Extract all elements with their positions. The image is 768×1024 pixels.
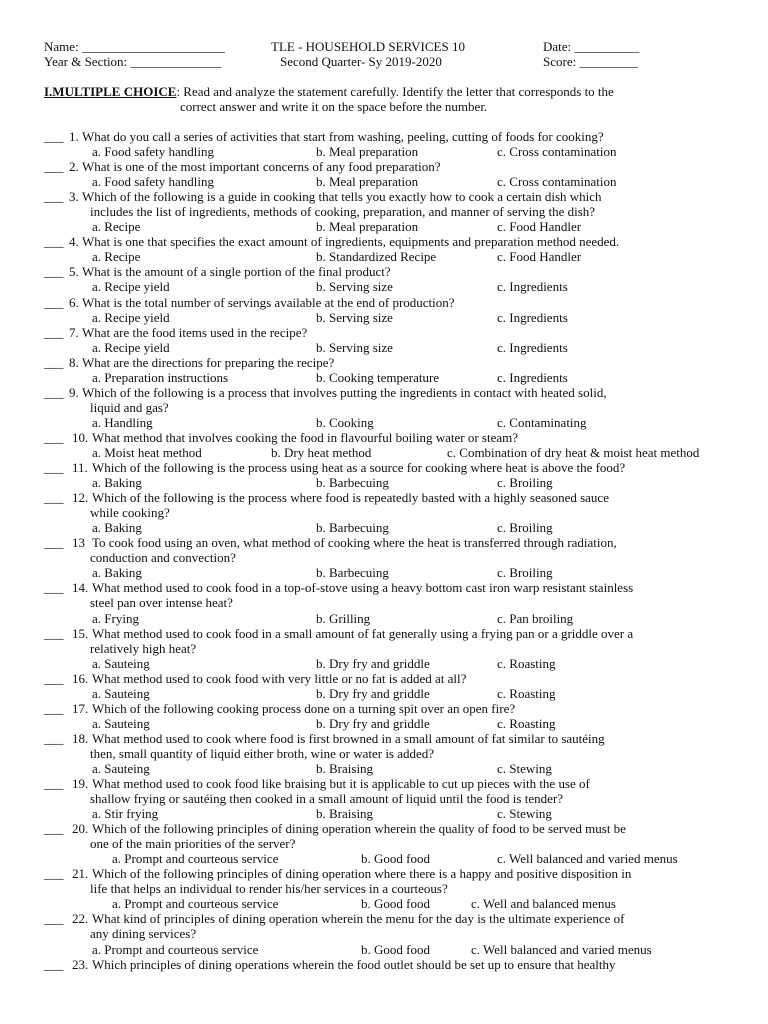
question-item xyxy=(0,535,768,580)
question-item xyxy=(0,490,768,535)
answer-blank: ___ xyxy=(44,700,64,716)
answer-option-b: b. Meal preparation xyxy=(316,219,419,235)
question-item xyxy=(0,911,768,956)
answer-option-a: a. Frying xyxy=(92,610,139,626)
question-item xyxy=(0,957,768,972)
answer-option-b: b. Dry fry and griddle xyxy=(316,655,430,671)
question-item xyxy=(0,430,768,460)
question-number: 9. xyxy=(69,384,79,400)
question-item xyxy=(0,295,768,325)
question-number: 8. xyxy=(69,354,79,370)
question-number: 5. xyxy=(69,264,79,280)
question-number: 1. xyxy=(69,129,79,144)
section-title: I.MULTIPLE CHOICE xyxy=(44,84,177,99)
question-number: 3. xyxy=(69,189,79,205)
answer-option-c: c. Roasting xyxy=(497,655,556,671)
question-number: 13 xyxy=(72,535,85,551)
question-text: What method used to cook food with very little or no fat is added at all? xyxy=(92,670,467,686)
question-text: What are the food items used in the recipe? xyxy=(82,324,308,340)
answer-option-a: a. Recipe yield xyxy=(92,309,170,325)
question-number: 7. xyxy=(69,324,79,340)
question-number: 22. xyxy=(72,911,89,927)
question-number: 18. xyxy=(72,730,89,746)
question-text: relatively high heat? xyxy=(90,640,197,656)
question-item xyxy=(0,460,768,490)
question-text: Which of the following principles of dining operation wherein the quality of food to be served must be xyxy=(92,821,626,837)
answer-option-c: c. Broiling xyxy=(497,475,553,491)
answer-blank: ___ xyxy=(44,294,64,310)
answer-option-c: c. Combination of dry heat & moist heat method xyxy=(447,444,700,460)
question-number: 10. xyxy=(72,429,89,445)
question-number: 21. xyxy=(72,866,89,882)
question-number: 14. xyxy=(72,580,89,596)
answer-option-c: c. Well balanced and varied menus xyxy=(471,941,652,957)
instructions-text-line2: correct answer and write it on the space before the number. xyxy=(180,99,488,114)
question-text: steel pan over intense heat? xyxy=(90,595,233,611)
question-text: What is the amount of a single portion of the final product? xyxy=(82,264,391,280)
answer-option-b: b. Good food xyxy=(361,941,430,957)
question-item xyxy=(0,355,768,385)
question-number: 19. xyxy=(72,776,89,792)
question-text: What do you call a series of activities that start from washing, peeling, cutting of foods for cooking? xyxy=(82,129,604,144)
answer-blank: ___ xyxy=(44,264,64,280)
question-text: What method used to cook food in a small amount of fat generally using a frying pan or a griddle over a xyxy=(92,625,634,641)
answer-option-c: c. Food Handler xyxy=(497,219,582,235)
name-field-label: Name: ______________________ xyxy=(44,39,225,54)
answer-option-a: a. Baking xyxy=(92,565,142,581)
answer-option-c: c. Broiling xyxy=(497,565,553,581)
answer-blank: ___ xyxy=(44,670,64,686)
answer-option-b: b. Dry fry and griddle xyxy=(316,685,430,701)
answer-option-a: a. Sauteing xyxy=(92,685,150,701)
answer-option-b: b. Serving size xyxy=(316,279,393,295)
answer-option-a: a. Baking xyxy=(92,520,142,536)
question-text: shallow frying or sautéing then cooked in a small amount of liquid until the food is tender? xyxy=(90,791,563,807)
document-title: TLE - HOUSEHOLD SERVICES 10 xyxy=(271,39,465,54)
question-text: Which of the following is the process where food is repeatedly basted with a highly seasoned sauce xyxy=(92,490,609,506)
question-item xyxy=(0,626,768,671)
answer-option-a: a. Food safety handling xyxy=(92,144,215,160)
answer-blank: ___ xyxy=(44,384,64,400)
answer-option-a: a. Prompt and courteous service xyxy=(92,941,259,957)
question-item xyxy=(0,866,768,911)
answer-blank: ___ xyxy=(44,354,64,370)
question-text: then, small quantity of liquid either broth, wine or water is added? xyxy=(90,745,435,761)
answer-blank: ___ xyxy=(44,866,64,882)
answer-option-c: c. Stewing xyxy=(497,806,552,822)
answer-blank: ___ xyxy=(44,324,64,340)
answer-blank: ___ xyxy=(44,429,64,445)
answer-option-a: a. Recipe yield xyxy=(92,339,170,355)
answer-blank: ___ xyxy=(44,911,64,927)
answer-option-b: b. Grilling xyxy=(316,610,371,626)
answer-option-c: c. Roasting xyxy=(497,715,556,731)
question-text: What kind of principles of dining operation wherein the menu for the day is the ultimate experience of xyxy=(92,911,625,927)
question-text: What is the total number of servings available at the end of production? xyxy=(82,294,455,310)
document-subtitle: Second Quarter- Sy 2019-2020 xyxy=(280,54,442,69)
question-text: conduction and convection? xyxy=(90,550,236,566)
question-text: Which principles of dining operations wherein the food outlet should be set up to ensure that healthy xyxy=(92,956,616,972)
answer-option-b: b. Barbecuing xyxy=(316,520,389,536)
answer-option-b: b. Barbecuing xyxy=(316,565,389,581)
answer-option-b: b. Dry fry and griddle xyxy=(316,715,430,731)
question-item xyxy=(0,821,768,866)
answer-option-b: b. Standardized Recipe xyxy=(316,249,437,265)
answer-blank: ___ xyxy=(44,821,64,837)
question-number: 2. xyxy=(69,159,79,175)
question-number: 17. xyxy=(72,700,89,716)
question-item xyxy=(0,701,768,731)
answer-option-b: b. Meal preparation xyxy=(316,174,419,190)
answer-option-b: b. Good food xyxy=(361,851,430,867)
answer-blank: ___ xyxy=(44,129,64,144)
question-text: What method that involves cooking the food in flavourful boiling water or steam? xyxy=(92,429,519,445)
question-item xyxy=(0,776,768,821)
answer-option-b: b. Good food xyxy=(361,896,430,912)
question-text: includes the list of ingredients, methods of cooking, preparation, and manner of serving the dish? xyxy=(90,204,596,220)
question-text: Which of the following is a guide in cooking that tells you exactly how to cook a certain dish which xyxy=(82,189,602,205)
question-number: 20. xyxy=(72,821,89,837)
question-text: any dining services? xyxy=(90,926,197,942)
answer-option-c: c. Ingredients xyxy=(497,369,568,385)
answer-blank: ___ xyxy=(44,776,64,792)
answer-option-a: a. Recipe xyxy=(92,249,141,265)
answer-blank: ___ xyxy=(44,535,64,551)
question-item xyxy=(0,671,768,701)
answer-blank: ___ xyxy=(44,460,64,476)
question-item xyxy=(0,159,768,189)
answer-option-b: b. Cooking xyxy=(316,414,374,430)
question-list xyxy=(0,129,768,972)
question-text: one of the main priorities of the server? xyxy=(90,836,296,852)
answer-option-b: b. Meal preparation xyxy=(316,144,419,160)
answer-option-c: c. Food Handler xyxy=(497,249,582,265)
answer-option-a: a. Sauteing xyxy=(92,655,150,671)
question-number: 16. xyxy=(72,670,89,686)
answer-option-b: b. Serving size xyxy=(316,339,393,355)
answer-option-c: c. Pan broiling xyxy=(497,610,574,626)
answer-option-b: b. Serving size xyxy=(316,309,393,325)
answer-blank: ___ xyxy=(44,159,64,175)
question-text: liquid and gas? xyxy=(90,399,169,415)
question-item xyxy=(0,580,768,625)
question-number: 11. xyxy=(72,460,88,476)
answer-option-a: a. Stir frying xyxy=(92,806,159,822)
answer-option-b: b. Cooking temperature xyxy=(316,369,440,385)
answer-option-a: a. Sauteing xyxy=(92,760,150,776)
question-text: What are the directions for preparing the recipe? xyxy=(82,354,335,370)
answer-option-c: c. Roasting xyxy=(497,685,556,701)
answer-option-a: a. Recipe yield xyxy=(92,279,170,295)
answer-option-c: c. Contaminating xyxy=(497,414,587,430)
answer-option-b: b. Barbecuing xyxy=(316,475,389,491)
question-number: 15. xyxy=(72,625,89,641)
answer-option-c: c. Stewing xyxy=(497,760,552,776)
answer-option-b: b. Dry heat method xyxy=(271,444,372,460)
answer-option-c: c. Ingredients xyxy=(497,339,568,355)
date-field-label: Date: __________ xyxy=(543,39,640,54)
question-number: 6. xyxy=(69,294,79,310)
answer-option-b: b. Braising xyxy=(316,760,374,776)
question-text: Which of the following is a process that involves putting the ingredients in contact with heated solid, xyxy=(82,384,607,400)
instructions-text-line1: : Read and analyze the statement carefully. Identify the letter that corresponds to the xyxy=(176,84,614,99)
answer-option-a: a. Prompt and courteous service xyxy=(112,851,279,867)
answer-option-c: c. Cross contamination xyxy=(497,174,617,190)
answer-option-c: c. Broiling xyxy=(497,520,553,536)
answer-option-a: a. Prompt and courteous service xyxy=(112,896,279,912)
answer-option-c: c. Cross contamination xyxy=(497,144,617,160)
answer-blank: ___ xyxy=(44,730,64,746)
question-item xyxy=(0,325,768,355)
question-number: 23. xyxy=(72,956,89,972)
answer-blank: ___ xyxy=(44,625,64,641)
question-text: What is one of the most important concerns of any food preparation? xyxy=(82,159,441,175)
answer-option-c: c. Well and balanced menus xyxy=(471,896,616,912)
answer-option-a: a. Food safety handling xyxy=(92,174,215,190)
question-item xyxy=(0,129,768,159)
question-text: Which of the following principles of dining operation where there is a happy and positive disposition in xyxy=(92,866,632,882)
answer-blank: ___ xyxy=(44,234,64,250)
question-text: What method used to cook where food is first browned in a small amount of fat similar to sautéing xyxy=(92,730,605,746)
instructions xyxy=(44,84,734,99)
answer-option-c: c. Ingredients xyxy=(497,309,568,325)
answer-blank: ___ xyxy=(44,189,64,205)
question-item xyxy=(0,264,768,294)
question-text: Which of the following cooking process done on a turning spit over an open fire? xyxy=(92,700,516,716)
answer-blank: ___ xyxy=(44,580,64,596)
answer-option-a: a. Preparation instructions xyxy=(92,369,229,385)
answer-option-c: c. Well balanced and varied menus xyxy=(497,851,678,867)
question-text: while cooking? xyxy=(90,505,170,521)
answer-option-b: b. Braising xyxy=(316,806,374,822)
answer-blank: ___ xyxy=(44,956,64,972)
answer-option-a: a. Sauteing xyxy=(92,715,150,731)
question-number: 4. xyxy=(69,234,79,250)
question-text: What is one that specifies the exact amount of ingredients, equipments and preparation method needed. xyxy=(82,234,620,250)
question-text: What method used to cook food like braising but it is applicable to cut up pieces with the use of xyxy=(92,776,590,792)
score-field-label: Score: _________ xyxy=(543,54,638,69)
answer-blank: ___ xyxy=(44,490,64,506)
year-section-field-label: Year & Section: ______________ xyxy=(44,54,222,69)
question-text: life that helps an individual to render his/her services in a courteous? xyxy=(90,881,448,897)
question-text: To cook food using an oven, what method of cooking where the heat is transferred through radiation, xyxy=(92,535,617,551)
question-text: What method used to cook food in a top-of-stove using a heavy bottom cast iron warp resistant stainless xyxy=(92,580,634,596)
question-text: Which of the following is the process using heat as a source for cooking where heat is above the food? xyxy=(92,460,626,476)
question-item xyxy=(0,385,768,430)
answer-option-a: a. Baking xyxy=(92,475,142,491)
question-item xyxy=(0,189,768,234)
question-number: 12. xyxy=(72,490,89,506)
question-item xyxy=(0,234,768,264)
answer-option-a: a. Handling xyxy=(92,414,153,430)
question-item xyxy=(0,731,768,776)
answer-option-a: a. Recipe xyxy=(92,219,141,235)
answer-option-c: c. Ingredients xyxy=(497,279,568,295)
answer-option-a: a. Moist heat method xyxy=(92,444,202,460)
